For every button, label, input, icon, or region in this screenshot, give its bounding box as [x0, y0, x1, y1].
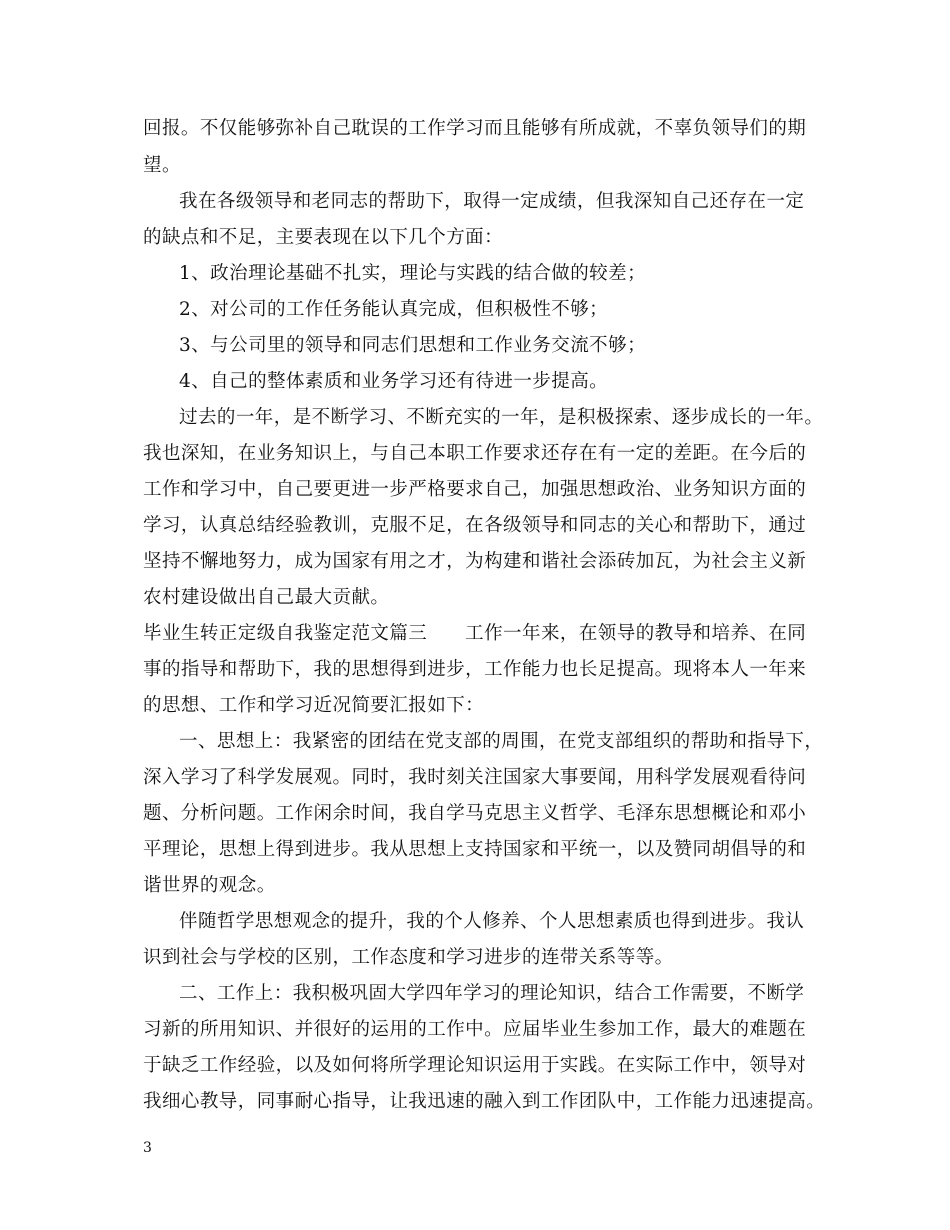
text-line: 2、对公司的工作任务能认真完成，但积极性不够；	[179, 299, 609, 320]
text-line: 4、自己的整体素质和业务学习还有待进一步提高。	[179, 371, 609, 392]
text-line: 过去的一年，是不断学习、不断充实的一年，是积极探索、逐步成长的一年。	[179, 407, 824, 428]
text-line: 深入学习了科学发展观。同时，我时刻关注国家大事要闻，用科学发展观看待问	[143, 767, 807, 788]
text-line: 伴随哲学思想观念的提升，我的个人修养、个人思想素质也得到进步。我认	[179, 911, 805, 932]
text-line: 1、政治理论基础不扎实，理论与实践的结合做的较差；	[179, 263, 647, 284]
text-line: 二、工作上：我积极巩固大学四年学习的理论知识，结合工作需要，不断学	[179, 983, 805, 1004]
text-line: 学习，认真总结经验教训，克服不足，在各级领导和同志的关心和帮助下，通过	[143, 515, 807, 536]
text-line: 事的指导和帮助下，我的思想得到进步，工作能力也长足提高。现将本人一年来	[143, 659, 807, 680]
text-line: 谐世界的观念。	[143, 875, 276, 896]
text-line: 于缺乏工作经验，以及如何将所学理论知识运用于实践。在实际工作中，领导对	[143, 1055, 807, 1076]
text-line: 习新的所用知识、并很好的运用的工作中。应届毕业生参加工作，最大的难题在	[143, 1019, 807, 1040]
text-line: 我在各级领导和老同志的帮助下，取得一定成绩，但我深知自己还存在一定	[179, 191, 805, 212]
text-line: 的思想、工作和学习近况简要汇报如下：	[143, 695, 485, 716]
text-line: 我细心教导，同事耐心指导，让我迅速的融入到工作团队中，工作能力迅速提高。	[143, 1091, 826, 1112]
text-line: 我也深知，在业务知识上，与自己本职工作要求还存在有一定的差距。在今后的	[143, 443, 807, 464]
text-line: 3、与公司里的领导和同志们思想和工作业务交流不够；	[179, 335, 647, 356]
text-line: 毕业生转正定级自我鉴定范文篇三 工作一年来，在领导的教导和培养、在同	[143, 623, 807, 644]
text-line: 平理论，思想上得到进步。我从思想上支持国家和平统一，以及赞同胡倡导的和	[143, 839, 807, 860]
text-line: 望。	[143, 155, 181, 176]
text-line: 工作和学习中，自己要更进一步严格要求自己，加强思想政治、业务知识方面的	[143, 479, 807, 500]
text-line: 题、分析问题。工作闲余时间，我自学马克思主义哲学、毛泽东思想概论和邓小	[143, 803, 807, 824]
text-line: 坚持不懈地努力，成为国家有用之才，为构建和谐社会添砖加瓦，为社会主义新	[143, 551, 807, 572]
page-number: 3	[143, 1140, 152, 1156]
text-line: 识到社会与学校的区别，工作态度和学习进步的连带关系等等。	[143, 947, 674, 968]
text-line: 的缺点和不足，主要表现在以下几个方面：	[143, 227, 504, 248]
text-line: 回报。不仅能够弥补自己耽误的工作学习而且能够有所成就，不辜负领导们的期	[143, 118, 807, 139]
text-line: 农村建设做出自己最大贡献。	[143, 587, 390, 608]
text-line: 一、思想上：我紧密的团结在党支部的周围，在党支部组织的帮助和指导下，	[179, 731, 824, 752]
